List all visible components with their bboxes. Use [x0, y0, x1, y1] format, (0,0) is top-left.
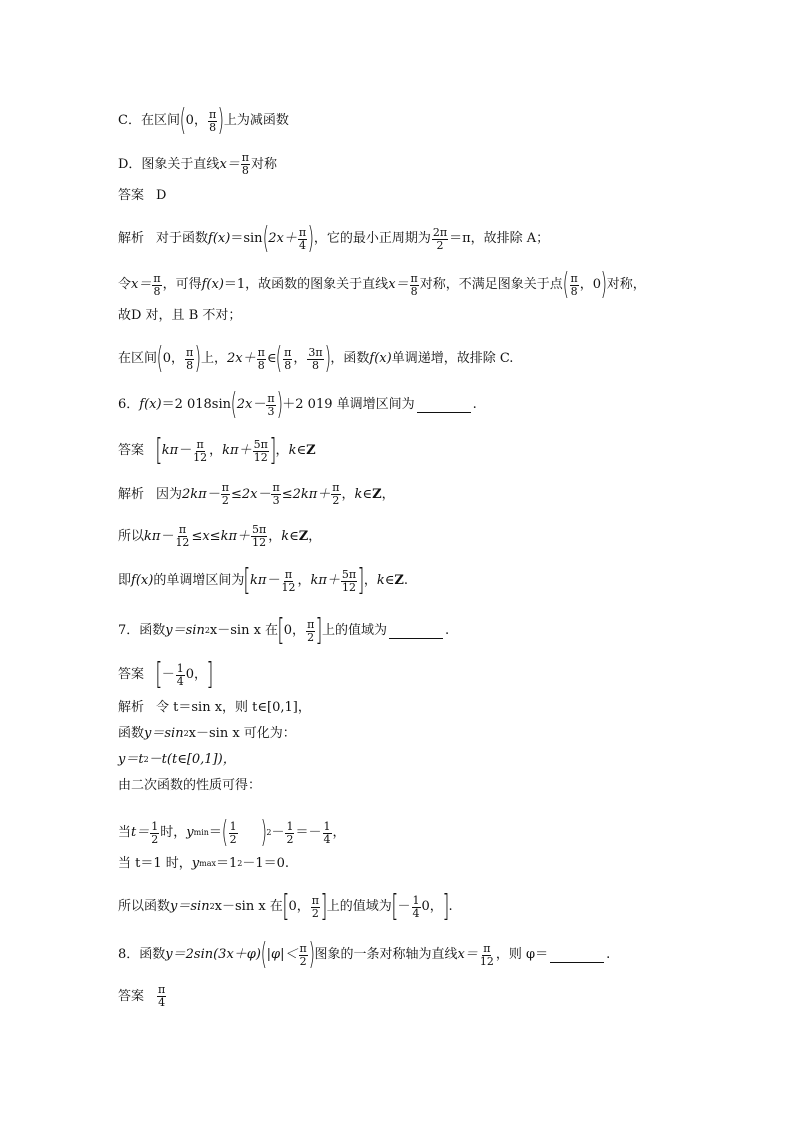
- question-6: [118, 387, 477, 422]
- text: 函数: [118, 726, 145, 741]
- text: f(x): [139, 397, 162, 412]
- analysis-label: 解析: [118, 486, 145, 502]
- fraction: [306, 619, 315, 644]
- text: ，: [381, 486, 395, 502]
- text: ≤2kπ＋: [281, 486, 331, 502]
- fraction: [271, 482, 280, 507]
- text: 0: [592, 277, 602, 292]
- denominator: 8: [570, 284, 578, 298]
- numerator: π: [307, 617, 315, 631]
- bracket: [: [155, 433, 163, 468]
- text: ，: [209, 443, 223, 458]
- text: kπ＋: [220, 528, 250, 544]
- bracket: ]: [206, 657, 214, 692]
- text: ，: [579, 277, 593, 292]
- denominator: 8: [209, 120, 217, 134]
- bracket: ]: [320, 889, 328, 924]
- text: x－sin x 在: [209, 623, 279, 638]
- paren: ): [260, 815, 267, 850]
- numerator: π: [221, 481, 229, 494]
- text: 由二次函数的性质可得：: [118, 778, 262, 793]
- text: ，: [297, 573, 311, 588]
- denominator: 8: [153, 284, 161, 298]
- question-number: 8．函数: [118, 947, 166, 962]
- denominator: 4: [323, 832, 331, 846]
- numerator: 1: [229, 819, 237, 833]
- question-number: 6．: [118, 397, 140, 412]
- paren: ): [217, 103, 225, 138]
- denominator: 2: [311, 906, 319, 920]
- text: 令 t＝sin x，则 t∈[0,1]，: [156, 700, 311, 715]
- numerator: π: [483, 941, 491, 955]
- numerator: π: [153, 271, 161, 285]
- text: －t(t∈[0,1])，: [148, 752, 236, 767]
- fraction: [570, 273, 579, 298]
- superscript: 2: [237, 859, 243, 868]
- text: y＝sin: [165, 623, 205, 638]
- fraction: [432, 227, 448, 252]
- bracket: [: [282, 889, 290, 924]
- analysis-7-line1: [118, 700, 311, 716]
- text: 0，: [162, 351, 185, 366]
- text: 故D 对，且 B 不对；: [118, 308, 242, 323]
- fraction: [192, 439, 208, 464]
- fraction: [176, 663, 185, 688]
- numerator: 5π: [251, 523, 267, 536]
- bracket: [: [277, 613, 285, 648]
- text: ＝: [208, 825, 222, 840]
- denominator: 4: [158, 996, 166, 1009]
- bracket: [: [243, 563, 251, 598]
- text: x＝: [457, 947, 478, 962]
- text: f(x): [201, 277, 224, 292]
- paren: ): [194, 341, 202, 376]
- text: ＝sin: [230, 231, 263, 246]
- fraction: [253, 439, 269, 464]
- numerator: 1: [176, 661, 184, 675]
- text: 对称，不满足图象关于点: [419, 277, 563, 292]
- paren: ): [307, 221, 315, 256]
- analysis-7-line4: [118, 778, 261, 794]
- text: ＝1: [216, 856, 238, 871]
- fraction: [150, 821, 159, 846]
- fraction: [280, 569, 296, 594]
- fraction: [479, 943, 495, 968]
- analysis-7-line3: [118, 752, 236, 768]
- fraction: [152, 273, 161, 298]
- text: y: [186, 825, 194, 840]
- numerator: π: [299, 941, 307, 955]
- fraction: [299, 943, 308, 968]
- text: y＝t: [118, 752, 144, 767]
- text: f(x): [369, 351, 392, 366]
- denominator: 2: [332, 494, 340, 507]
- numerator: 1: [412, 893, 420, 907]
- text: Z: [306, 443, 316, 458]
- denominator: 8: [257, 358, 265, 372]
- denominator: 2: [229, 832, 237, 846]
- text: .: [606, 947, 611, 962]
- text: kπ－: [250, 573, 280, 588]
- text: y＝sin: [144, 726, 184, 741]
- text: 2x＋: [268, 231, 297, 246]
- denominator: 4: [176, 674, 184, 688]
- paren: (: [260, 937, 268, 972]
- paren: ): [324, 341, 331, 376]
- denominator: 8: [241, 164, 249, 177]
- text: 当: [118, 825, 132, 840]
- fraction: [323, 821, 332, 846]
- analysis-6-line1: [118, 482, 395, 507]
- text: .: [448, 899, 453, 914]
- bracket: [: [391, 889, 399, 924]
- numerator: π: [410, 271, 418, 285]
- text: 上，: [200, 351, 227, 366]
- text: 当 t＝1 时，: [118, 856, 192, 871]
- analysis-5-line2: [118, 267, 646, 302]
- text: 0，: [185, 113, 207, 128]
- answer-label: 答案: [118, 188, 145, 203]
- text: x＝: [131, 277, 152, 292]
- text: kπ＋: [222, 443, 252, 458]
- subscript: max: [199, 859, 216, 868]
- analysis-5-line1: [118, 221, 550, 256]
- text: 上为减函数: [223, 113, 289, 128]
- text: k∈: [281, 528, 299, 544]
- text: ，则 φ＝: [495, 947, 549, 962]
- fraction: [266, 393, 275, 418]
- denominator: 12: [193, 450, 208, 464]
- text: C．在区间: [118, 113, 180, 128]
- numerator: π: [272, 481, 280, 494]
- bracket: ]: [269, 433, 277, 468]
- bracket: ]: [315, 613, 323, 648]
- question-8: [118, 937, 611, 972]
- fraction: [241, 152, 250, 177]
- text: 所以函数: [118, 899, 171, 914]
- fraction: [185, 347, 194, 372]
- numerator: 5π: [253, 437, 268, 451]
- numerator: π: [298, 225, 307, 239]
- fraction: [412, 895, 421, 920]
- analysis-5-line3: [118, 308, 241, 324]
- text: ，它的最小正周期为: [313, 231, 431, 246]
- numerator: π: [241, 151, 250, 164]
- text: Z: [394, 573, 404, 588]
- text: ，: [268, 528, 282, 544]
- text: Z: [298, 528, 309, 544]
- superscript: 2: [209, 902, 215, 911]
- paren: (: [262, 221, 269, 256]
- answer-value: D: [156, 188, 167, 203]
- text: 2x＋: [226, 351, 256, 366]
- numerator: π: [570, 271, 578, 285]
- fraction: [221, 482, 230, 507]
- text: 0，: [185, 667, 208, 682]
- text: －1＝0.: [242, 856, 290, 871]
- text: y＝2sin(3x＋φ): [165, 947, 261, 962]
- answer-7: [118, 657, 214, 692]
- text: ，函数: [330, 351, 370, 366]
- numerator: π: [208, 107, 217, 121]
- text: 对称，: [606, 277, 646, 292]
- answer-label: 答案: [118, 667, 145, 682]
- answer-label: 答案: [118, 443, 145, 458]
- text: 对称: [251, 156, 278, 172]
- text: 0，: [288, 899, 310, 914]
- text: 图象的一条对称轴为直线: [314, 947, 458, 962]
- text: 在区间: [118, 351, 158, 366]
- denominator: 2: [151, 832, 159, 846]
- text: .: [403, 573, 409, 588]
- text: 即: [118, 573, 132, 588]
- fraction: [174, 524, 190, 549]
- analysis-6-line3: [118, 563, 409, 598]
- text: 0，: [421, 899, 443, 914]
- fraction: [307, 347, 323, 372]
- numerator: π: [196, 437, 204, 451]
- denominator: 2: [307, 630, 315, 644]
- text: 所以: [118, 528, 145, 544]
- text: |φ|＜: [266, 947, 298, 962]
- denominator: 2: [436, 238, 444, 252]
- analysis-label: 解析: [118, 231, 145, 246]
- text: ，可得: [162, 277, 202, 292]
- numerator: π: [284, 567, 293, 581]
- text: 2x－: [236, 397, 266, 412]
- text: －: [161, 667, 175, 682]
- fraction: [410, 273, 419, 298]
- text: 上的值域为: [326, 899, 392, 914]
- numerator: π: [257, 345, 265, 359]
- fraction: [208, 109, 217, 134]
- numerator: 3π: [308, 345, 323, 359]
- numerator: π: [267, 391, 275, 405]
- fraction: [341, 569, 357, 594]
- analysis-7-line5: [118, 815, 346, 850]
- paren: ): [308, 937, 315, 972]
- option-c: [118, 103, 289, 138]
- text: kπ＋: [310, 573, 340, 588]
- text: kπ－: [144, 528, 174, 544]
- text: ，: [341, 486, 355, 502]
- fraction: [283, 347, 292, 372]
- text: t＝: [131, 825, 150, 840]
- text: ，: [332, 825, 346, 840]
- analysis-6-line2: [118, 524, 321, 549]
- text: .: [445, 623, 450, 638]
- denominator: 8: [312, 358, 320, 372]
- text: x＝: [219, 156, 240, 172]
- numerator: π: [311, 893, 320, 907]
- bracket: ]: [357, 563, 365, 598]
- text: 对于函数: [156, 231, 209, 246]
- subscript: min: [193, 828, 209, 837]
- denominator: 12: [281, 580, 296, 594]
- paren: ): [276, 387, 283, 422]
- numerator: 2π: [432, 225, 448, 239]
- text: 0，: [283, 623, 306, 638]
- answer-8: [118, 984, 167, 1009]
- text: 因为: [156, 486, 183, 502]
- text: .: [472, 397, 477, 412]
- paren: (: [562, 267, 569, 302]
- analysis-7-line6: [118, 856, 289, 872]
- denominator: 2: [221, 494, 229, 507]
- answer-5: [118, 188, 166, 204]
- numerator: 1: [323, 819, 331, 833]
- text: ，: [363, 573, 377, 588]
- answer-blank[interactable]: [417, 398, 471, 413]
- text: f(x): [208, 231, 231, 246]
- analysis-5-line4: [118, 341, 514, 376]
- text: x－sin x 可化为：: [188, 726, 296, 741]
- fraction: [311, 895, 320, 920]
- fraction: [298, 227, 307, 252]
- text: 单调递增，故排除 C.: [391, 351, 514, 366]
- fraction: [257, 347, 266, 372]
- text: x＝: [388, 277, 409, 292]
- denominator: 12: [175, 536, 190, 549]
- denominator: 3: [267, 404, 275, 418]
- text: D．图象关于直线: [118, 156, 220, 172]
- fraction: [157, 984, 166, 1009]
- answer-blank[interactable]: [389, 624, 443, 639]
- analysis-7-line2: [118, 726, 296, 742]
- denominator: 12: [342, 580, 357, 594]
- numerator: 1: [151, 819, 159, 833]
- denominator: 8: [284, 358, 292, 372]
- denominator: 2: [286, 832, 294, 846]
- numerator: π: [158, 983, 166, 996]
- denominator: 4: [412, 906, 420, 920]
- option-d: [118, 152, 277, 177]
- paren: (: [276, 341, 283, 376]
- text: ，: [275, 443, 289, 458]
- text: 令: [118, 277, 132, 292]
- text: 时，: [160, 825, 187, 840]
- analysis-label: 解析: [118, 700, 145, 715]
- paren: (: [221, 815, 229, 850]
- text: ，: [308, 528, 322, 544]
- text: ＝－: [295, 825, 322, 840]
- text: 的单调增区间为: [153, 573, 245, 588]
- question-7: [118, 613, 450, 648]
- answer-blank[interactable]: [550, 948, 604, 963]
- numerator: 5π: [341, 567, 357, 581]
- paren: (: [230, 387, 238, 422]
- numerator: π: [186, 345, 194, 359]
- text: ＝2 018sin: [161, 397, 231, 412]
- text: ＝π，故排除 A；: [449, 231, 550, 246]
- fraction: [229, 821, 238, 846]
- paren: (: [179, 103, 187, 138]
- numerator: π: [178, 523, 187, 536]
- fraction: [285, 821, 294, 846]
- bracket: ]: [442, 889, 450, 924]
- denominator: 12: [479, 954, 494, 968]
- text: k∈: [376, 573, 395, 588]
- numerator: π: [284, 345, 292, 359]
- text: k∈: [288, 443, 307, 458]
- text: f(x): [131, 573, 154, 588]
- text: －: [271, 825, 285, 840]
- fraction: [331, 482, 340, 507]
- text: k∈: [354, 486, 373, 502]
- superscript: 2: [204, 626, 210, 635]
- text: x－sin x 在: [214, 899, 283, 914]
- answer-6: [118, 433, 316, 468]
- text: ≤2x－: [230, 486, 271, 502]
- superscript: 2: [143, 755, 149, 764]
- denominator: 4: [298, 238, 306, 252]
- text: ，: [293, 351, 307, 366]
- text: －: [397, 899, 411, 914]
- superscript: 2: [183, 729, 189, 738]
- answer-label: 答案: [118, 988, 145, 1004]
- denominator: 12: [252, 536, 267, 549]
- text: ＋2 019 单调增区间为: [282, 397, 415, 412]
- text: y: [191, 856, 200, 871]
- superscript: 2: [266, 828, 272, 837]
- text: ≤x≤: [191, 528, 221, 544]
- text: kπ－: [161, 443, 192, 458]
- text: 上的值域为: [322, 623, 388, 638]
- text: Z: [372, 486, 382, 502]
- denominator: 8: [410, 284, 418, 298]
- text: ＝1，故函数的图象关于直线: [223, 277, 389, 292]
- numerator: π: [332, 481, 340, 494]
- analysis-7-line7: [118, 889, 453, 924]
- bracket: [: [155, 657, 163, 692]
- text: 2kπ－: [182, 486, 220, 502]
- paren: ): [600, 267, 608, 302]
- denominator: 8: [186, 358, 194, 372]
- paren: (: [156, 341, 164, 376]
- fraction: [251, 524, 267, 549]
- denominator: 12: [253, 450, 268, 464]
- text: y＝sin: [170, 899, 210, 914]
- text: ∈: [266, 351, 277, 366]
- question-number: 7．函数: [118, 623, 166, 638]
- denominator: 3: [272, 494, 280, 507]
- numerator: 1: [286, 819, 294, 833]
- denominator: 2: [299, 954, 307, 968]
